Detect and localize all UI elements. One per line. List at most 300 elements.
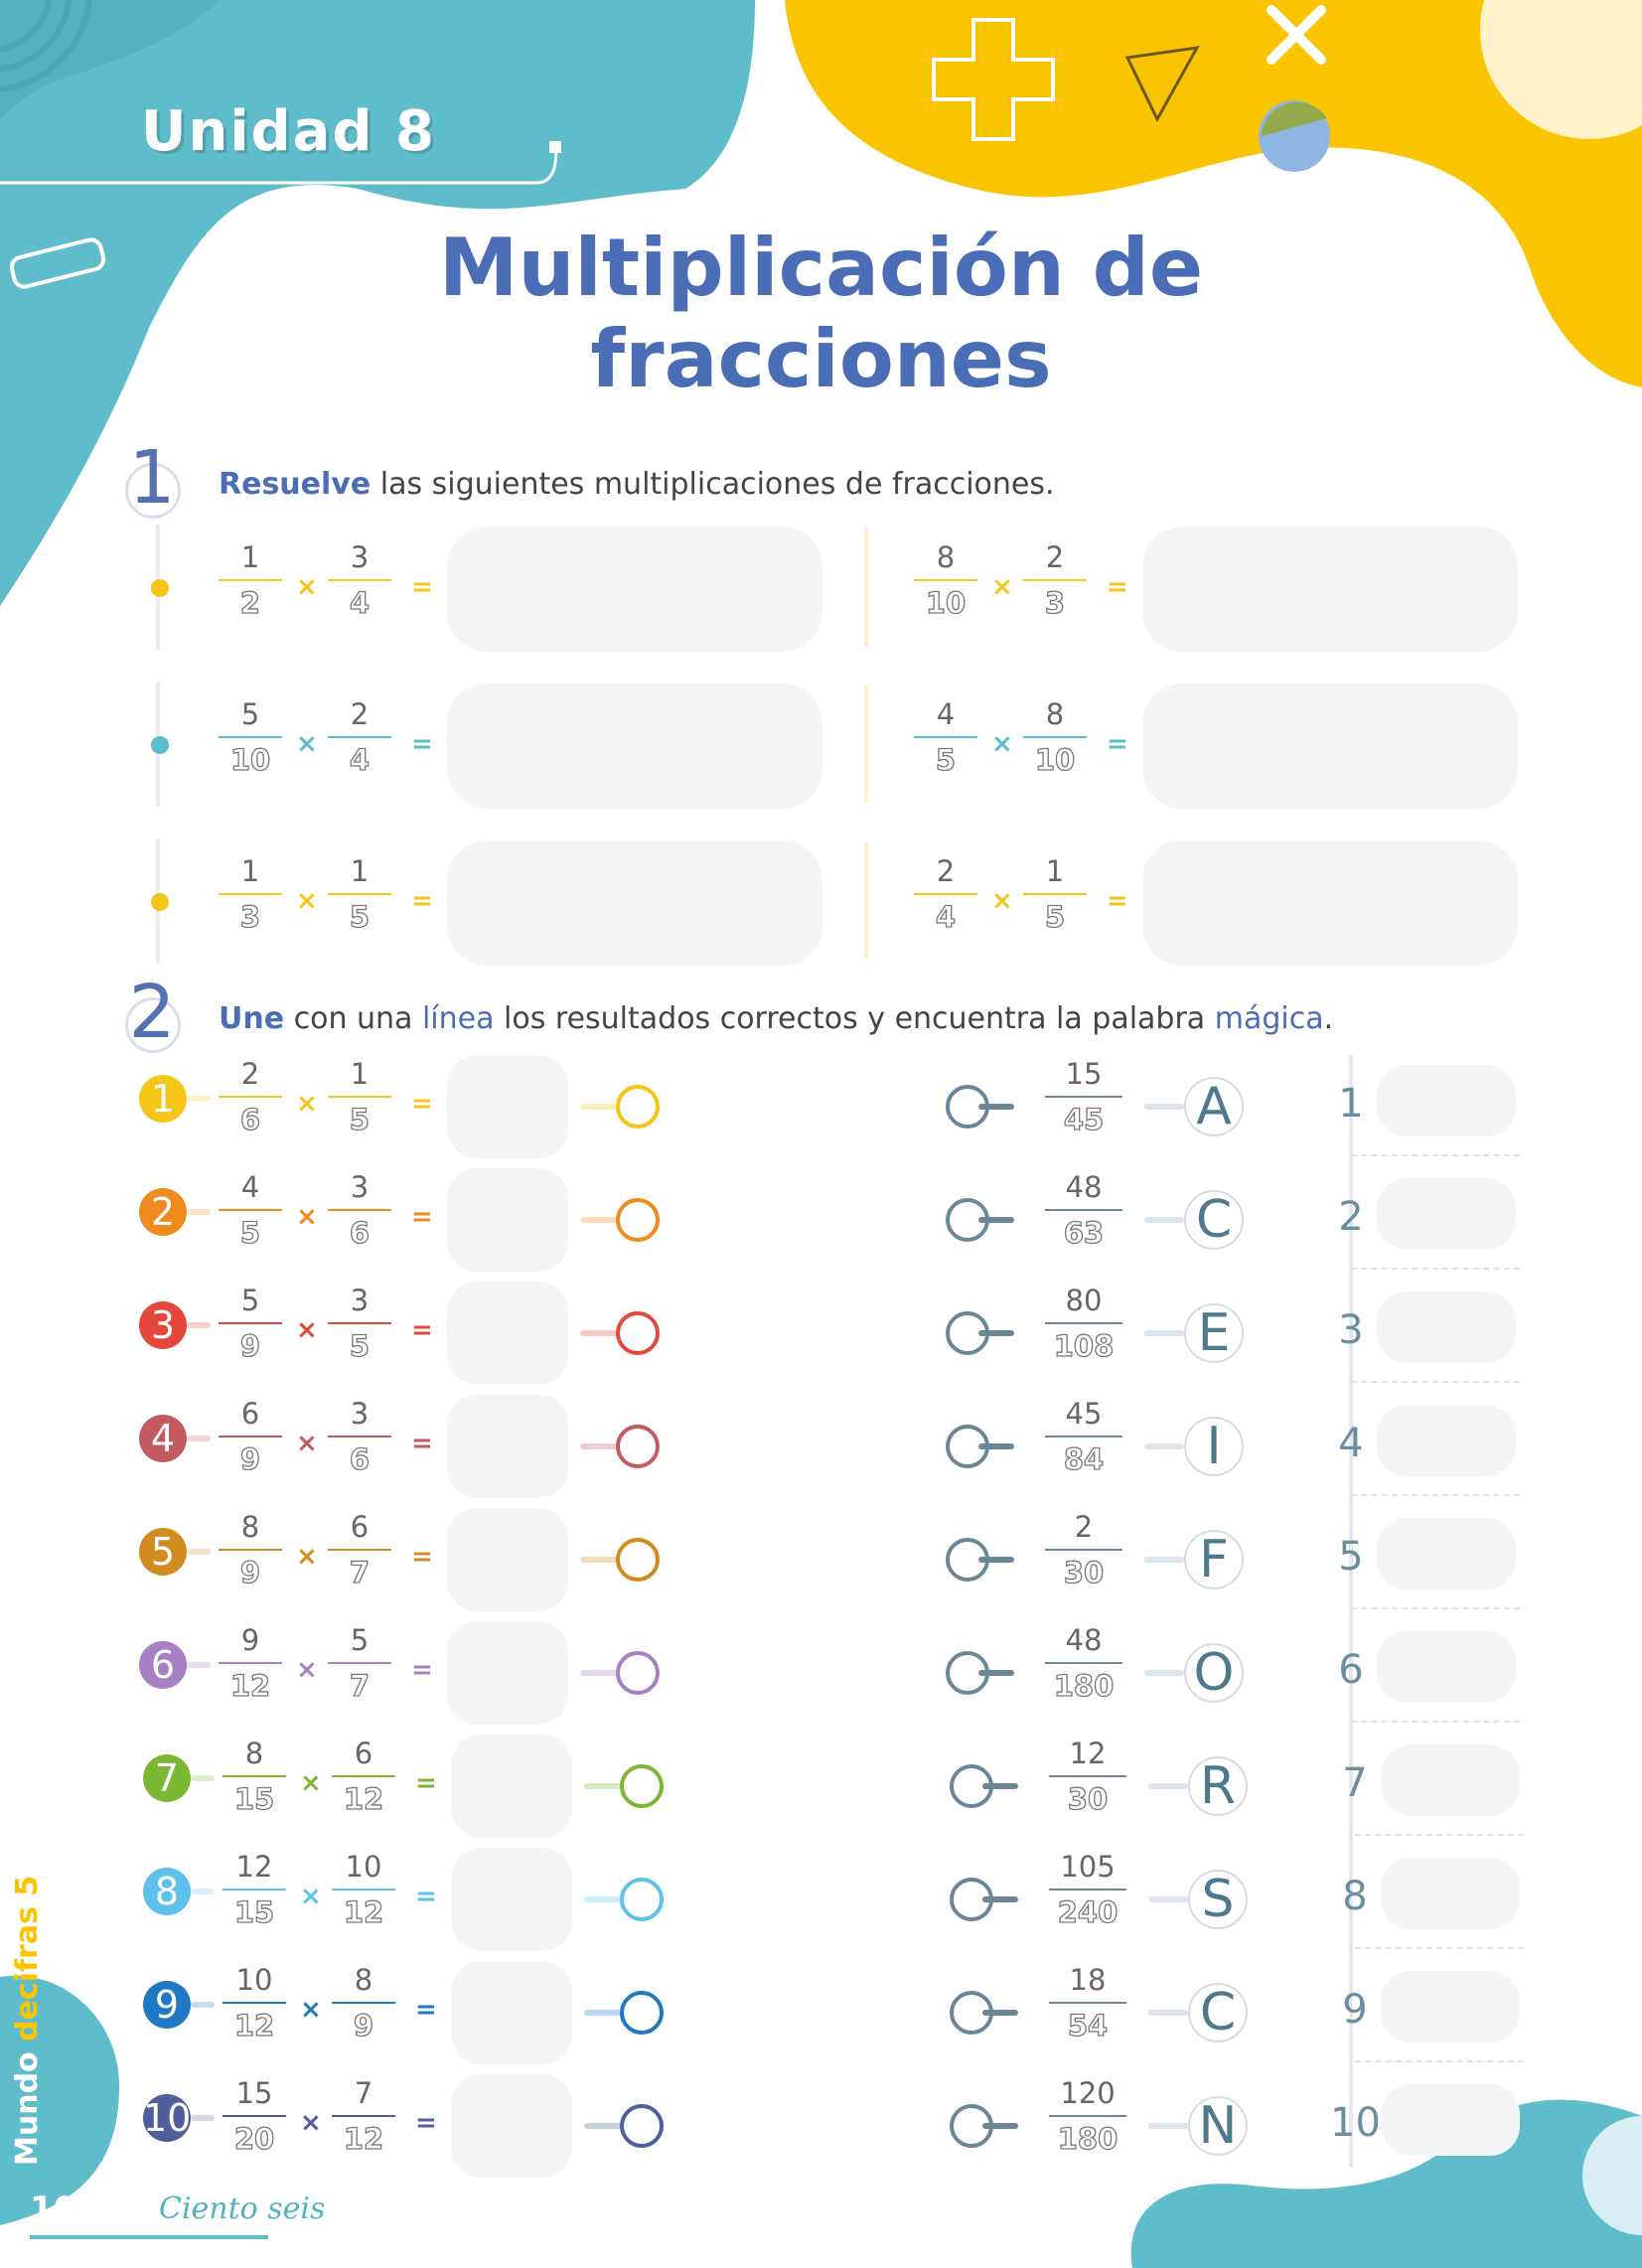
item-number-badge: 1	[139, 1075, 187, 1123]
equals-sign: =	[411, 1202, 433, 1232]
fraction	[219, 1170, 282, 1250]
fraction	[332, 1963, 395, 2042]
connector-stub	[580, 1104, 618, 1110]
badge-stub	[187, 1436, 211, 1441]
fraction-bar	[1045, 1096, 1122, 1098]
fraction-bar	[1049, 1889, 1126, 1890]
fraction-bar	[219, 1662, 282, 1664]
fraction	[1045, 1284, 1122, 1363]
denominator: 30	[1063, 1556, 1105, 1589]
fraction	[1049, 2076, 1126, 2156]
connector-stub	[982, 2010, 1018, 2016]
fraction	[328, 1510, 391, 1589]
denominator: 9	[239, 1329, 261, 1363]
fraction	[219, 854, 282, 934]
fraction-bar	[328, 1436, 391, 1437]
letter-answer-box[interactable]	[1377, 1405, 1516, 1476]
connector-stub	[580, 1443, 618, 1449]
denominator: 180	[1057, 2122, 1119, 2156]
fraction	[328, 697, 391, 777]
item-number-badge: 7	[143, 1754, 191, 1802]
badge-stub	[187, 1209, 211, 1215]
denominator: 6	[349, 1216, 371, 1250]
letter-circle: A	[1184, 1077, 1244, 1136]
equals-sign: =	[411, 1655, 433, 1685]
connector-point[interactable]	[620, 2104, 664, 2148]
equals-sign: =	[411, 1089, 433, 1119]
fraction	[1023, 540, 1087, 620]
fraction	[328, 1623, 391, 1703]
letter-stub	[1148, 2123, 1188, 2129]
numerator: 2	[350, 697, 370, 731]
connector-stub	[982, 1896, 1018, 1902]
letter-answer-box[interactable]	[1377, 1631, 1516, 1703]
numerator: 3	[350, 540, 370, 574]
item-number-badge: 3	[139, 1301, 187, 1349]
result-box[interactable]	[451, 1848, 572, 1951]
row-separator	[1351, 1607, 1520, 1609]
denominator: 63	[1063, 1216, 1105, 1250]
connector-stub	[978, 1330, 1014, 1336]
result-box[interactable]	[447, 1168, 568, 1272]
fraction-bar	[328, 736, 391, 738]
answer-slot-number: 7	[1342, 1760, 1368, 1806]
row-separator	[1351, 1381, 1520, 1383]
letter-stub	[1144, 1217, 1184, 1223]
column-divider	[864, 842, 868, 960]
numerator: 3	[350, 1397, 370, 1431]
denominator: 12	[343, 1895, 384, 1929]
denominator: 2	[239, 586, 261, 620]
result-box[interactable]	[451, 1735, 572, 1838]
badge-stub	[187, 1322, 211, 1328]
answer-slot-number: 6	[1338, 1647, 1364, 1693]
equals-sign: =	[415, 1882, 437, 1911]
denominator: 12	[343, 2122, 384, 2156]
instruction-keyword: Une	[219, 1001, 285, 1036]
answer-slot-number: 10	[1330, 2100, 1381, 2146]
fraction-bar	[328, 1322, 391, 1324]
exercise-bullet	[151, 736, 169, 754]
fraction-bar	[219, 579, 282, 581]
item-number-badge: 5	[139, 1528, 187, 1576]
times-sign: ×	[991, 886, 1013, 916]
fraction	[914, 540, 977, 620]
fraction	[328, 854, 391, 934]
fraction-bar	[219, 1096, 282, 1098]
column-divider	[864, 529, 868, 646]
fraction-bar	[219, 1322, 282, 1324]
result-box[interactable]	[447, 1508, 568, 1611]
letter-stub	[1148, 1783, 1188, 1789]
letter-circle: I	[1184, 1417, 1244, 1476]
connector-point[interactable]	[620, 1991, 664, 2035]
letter-answer-box[interactable]	[1381, 1971, 1520, 2042]
unit-label: Unidad 8	[141, 99, 436, 164]
fraction-bar	[328, 1549, 391, 1551]
answer-slot-number: 8	[1342, 1874, 1368, 1919]
fraction-bar	[219, 1436, 282, 1437]
row-separator	[1351, 1721, 1520, 1723]
letter-stub	[1148, 2010, 1188, 2016]
times-sign: ×	[296, 572, 318, 602]
times-sign: ×	[300, 1995, 322, 2025]
numerator: 2	[936, 854, 956, 888]
letter-circle: S	[1188, 1870, 1248, 1929]
numerator: 48	[1065, 1170, 1103, 1204]
section1-instruction	[219, 467, 1055, 502]
exercise-bullet	[151, 579, 169, 597]
fraction-bar	[914, 579, 977, 581]
denominator: 3	[239, 900, 261, 934]
numerator: 8	[936, 540, 956, 574]
fraction	[219, 1397, 282, 1476]
numerator: 8	[244, 1737, 264, 1770]
fraction	[914, 697, 977, 777]
fraction-bar	[219, 1209, 282, 1211]
denominator: 9	[353, 2009, 374, 2042]
denominator: 9	[239, 1556, 261, 1589]
item-number-badge: 6	[139, 1641, 187, 1689]
section1-number: 1	[128, 435, 176, 521]
times-sign: ×	[296, 1202, 318, 1232]
fraction-bar	[914, 893, 977, 895]
letter-stub	[1144, 1330, 1184, 1336]
fraction	[219, 697, 282, 777]
denominator: 15	[233, 1895, 275, 1929]
letter-answer-box[interactable]	[1381, 1858, 1520, 1929]
denominator: 6	[239, 1103, 261, 1136]
letter-answer-box[interactable]	[1381, 1744, 1520, 1816]
result-box[interactable]	[451, 2074, 572, 2178]
numerator: 4	[240, 1170, 260, 1204]
fraction-bar	[328, 1209, 391, 1211]
numerator: 5	[240, 1284, 260, 1317]
letter-circle: N	[1188, 2096, 1248, 2156]
connector-point[interactable]	[620, 1878, 664, 1921]
denominator: 9	[239, 1442, 261, 1476]
letter-circle: F	[1184, 1530, 1244, 1589]
fraction	[1045, 1170, 1122, 1250]
fraction	[219, 540, 282, 620]
numerator: 2	[240, 1057, 260, 1091]
times-sign: ×	[296, 1542, 318, 1572]
numerator: 10	[345, 1850, 382, 1884]
letter-stub	[1144, 1670, 1184, 1676]
fraction	[328, 540, 391, 620]
badge-stub	[187, 1662, 211, 1668]
denominator: 15	[233, 1782, 275, 1816]
column-divider	[864, 685, 868, 803]
letter-circle: R	[1188, 1756, 1248, 1816]
connector-point[interactable]	[616, 1085, 660, 1129]
answer-box[interactable]	[1142, 840, 1518, 966]
answer-slot-number: 1	[1338, 1081, 1364, 1127]
answer-slot-number: 4	[1338, 1421, 1364, 1466]
equals-sign: =	[415, 2108, 437, 2138]
denominator: 10	[925, 586, 967, 620]
answer-slot-number: 5	[1338, 1534, 1364, 1580]
times-sign: ×	[300, 1768, 322, 1798]
item-number-badge: 10	[143, 2096, 192, 2140]
numerator: 1	[350, 1057, 370, 1091]
fraction-bar	[223, 1775, 286, 1777]
instruction-highlight: mágica	[1214, 1001, 1324, 1036]
fraction-bar	[223, 2002, 286, 2004]
times-sign: ×	[300, 2108, 322, 2138]
connector-point[interactable]	[620, 1764, 664, 1808]
letter-circle: O	[1184, 1643, 1244, 1703]
letter-circle: C	[1188, 1983, 1248, 2042]
numerator: 1	[240, 854, 260, 888]
equals-sign: =	[1107, 729, 1128, 759]
fraction-bar	[223, 1889, 286, 1890]
fraction	[223, 1737, 286, 1816]
equals-sign: =	[411, 1542, 433, 1572]
fraction-bar	[328, 1096, 391, 1098]
letter-circle: E	[1184, 1303, 1244, 1363]
item-number-badge: 2	[139, 1188, 187, 1236]
times-sign: ×	[296, 729, 318, 759]
connector-stub	[978, 1557, 1014, 1563]
connector-point[interactable]	[616, 1425, 660, 1468]
denominator: 5	[935, 743, 957, 777]
answer-box[interactable]	[447, 527, 822, 652]
equals-sign: =	[1107, 886, 1128, 916]
fraction-bar	[1049, 1775, 1126, 1777]
letter-stub	[1144, 1104, 1184, 1110]
denominator: 20	[233, 2122, 275, 2156]
fraction-bar	[1023, 579, 1087, 581]
numerator: 8	[354, 1963, 373, 1997]
fraction	[1049, 1963, 1126, 2042]
row-separator	[1355, 1834, 1524, 1836]
badge-stub	[187, 1549, 211, 1555]
times-sign: ×	[991, 729, 1013, 759]
numerator: 80	[1065, 1284, 1103, 1317]
denominator: 7	[349, 1669, 371, 1703]
row-separator	[1351, 1154, 1520, 1156]
times-sign: ×	[991, 572, 1013, 602]
brand-logo: Mundo decifras 5	[10, 1875, 45, 2166]
numerator: 2	[1045, 540, 1065, 574]
numerator: 15	[1065, 1057, 1103, 1091]
equals-sign: =	[411, 1315, 433, 1345]
numerator: 6	[354, 1737, 373, 1770]
answer-box[interactable]	[447, 840, 822, 966]
denominator: 30	[1067, 1782, 1109, 1816]
denominator: 240	[1057, 1895, 1119, 1929]
fraction-bar	[1045, 1436, 1122, 1437]
instruction-text: las siguientes multiplicaciones de fracciones.	[371, 467, 1055, 502]
numerator: 1	[240, 540, 260, 574]
denominator: 6	[349, 1442, 371, 1476]
instruction-highlight: línea	[421, 1001, 495, 1036]
result-box[interactable]	[447, 1621, 568, 1725]
instruction-text: .	[1323, 1001, 1334, 1036]
answer-slot-number: 3	[1338, 1307, 1364, 1353]
numerator: 3	[350, 1284, 370, 1317]
equals-sign: =	[411, 1429, 433, 1458]
fraction-bar	[219, 1549, 282, 1551]
fraction	[332, 2076, 395, 2156]
numerator: 120	[1060, 2076, 1116, 2110]
fraction-bar	[332, 1889, 395, 1890]
fraction-bar	[332, 1775, 395, 1777]
fraction	[1049, 1737, 1126, 1816]
equals-sign: =	[415, 1768, 437, 1798]
answer-slot-number: 2	[1338, 1194, 1364, 1240]
item-number-badge: 4	[139, 1415, 187, 1462]
numerator: 6	[350, 1510, 370, 1544]
fraction-bar	[1045, 1322, 1122, 1324]
answer-box[interactable]	[1142, 527, 1518, 652]
letter-answer-box[interactable]	[1377, 1518, 1516, 1589]
item-number-badge: 9	[143, 1981, 191, 2029]
fraction-bar	[332, 2002, 395, 2004]
answer-box[interactable]	[447, 683, 822, 809]
fraction	[332, 1850, 395, 1929]
letter-answer-box[interactable]	[1377, 1291, 1516, 1363]
fraction	[219, 1510, 282, 1589]
letter-answer-box[interactable]	[1381, 2084, 1520, 2156]
badge-stub	[191, 2002, 215, 2008]
fraction	[332, 1737, 395, 1816]
fraction-bar	[1045, 1662, 1122, 1664]
denominator: 5	[349, 1329, 371, 1363]
row-separator	[1355, 2060, 1524, 2062]
row-separator	[1355, 1947, 1524, 1949]
result-box[interactable]	[447, 1282, 568, 1385]
numerator: 15	[235, 2076, 273, 2110]
numerator: 8	[1045, 697, 1065, 731]
fraction	[328, 1397, 391, 1476]
numerator: 1	[1045, 854, 1065, 888]
letter-stub	[1144, 1557, 1184, 1563]
denominator: 7	[349, 1556, 371, 1589]
numerator: 45	[1065, 1397, 1103, 1431]
fraction-bar	[328, 579, 391, 581]
equals-sign: =	[411, 886, 433, 916]
numerator: 2	[1074, 1510, 1094, 1544]
letter-stub	[1148, 1896, 1188, 1902]
equals-sign: =	[415, 1995, 437, 2025]
fraction-bar	[223, 2115, 286, 2117]
row-separator	[1351, 1268, 1520, 1270]
numerator: 10	[235, 1963, 273, 1997]
denominator: 54	[1067, 2009, 1109, 2042]
fraction-bar	[1023, 736, 1087, 738]
connector-stub	[982, 1783, 1018, 1789]
connector-stub	[982, 2123, 1018, 2129]
page-title-line2: fracciones	[590, 313, 1052, 405]
numerator: 105	[1060, 1850, 1116, 1884]
fraction	[914, 854, 977, 934]
result-box[interactable]	[451, 1961, 572, 2064]
denominator: 12	[343, 1782, 384, 1816]
row-separator	[1351, 1494, 1520, 1496]
numerator: 6	[240, 1397, 260, 1431]
connector-stub	[978, 1104, 1014, 1110]
numerator: 48	[1065, 1623, 1103, 1657]
connector-point[interactable]	[616, 1538, 660, 1582]
fraction	[223, 1963, 286, 2042]
answer-box[interactable]	[1142, 683, 1518, 809]
fraction	[1023, 697, 1087, 777]
numerator: 3	[350, 1170, 370, 1204]
denominator: 10	[1034, 743, 1076, 777]
denominator: 3	[1044, 586, 1066, 620]
denominator: 108	[1053, 1329, 1115, 1363]
badge-stub	[187, 1096, 211, 1102]
connector-stub	[580, 1217, 618, 1223]
connector-point[interactable]	[616, 1651, 660, 1695]
page-number-text: Ciento seis	[159, 2192, 326, 2226]
fraction	[1023, 854, 1087, 934]
instruction-text: con una	[284, 1001, 422, 1036]
denominator: 5	[1044, 900, 1066, 934]
section2-number: 2	[128, 970, 176, 1055]
fraction	[1049, 1850, 1126, 1929]
fraction	[223, 1850, 286, 1929]
numerator: 1	[350, 854, 370, 888]
fraction	[328, 1170, 391, 1250]
section2-instruction	[219, 1001, 1333, 1036]
letter-answer-box[interactable]	[1377, 1178, 1516, 1250]
letter-answer-box[interactable]	[1377, 1065, 1516, 1136]
fraction	[219, 1623, 282, 1703]
times-sign: ×	[300, 1882, 322, 1911]
badge-stub	[191, 2115, 215, 2121]
numerator: 9	[240, 1623, 260, 1657]
connector-point[interactable]	[616, 1198, 660, 1242]
connector-stub	[978, 1670, 1014, 1676]
denominator: 5	[349, 900, 371, 934]
fraction	[223, 2076, 286, 2156]
denominator: 10	[229, 743, 271, 777]
fraction	[219, 1057, 282, 1136]
times-sign: ×	[296, 1655, 318, 1685]
denominator: 4	[349, 743, 371, 777]
answer-slot-number: 9	[1342, 1987, 1368, 2033]
denominator: 12	[233, 2009, 275, 2042]
connector-point[interactable]	[616, 1311, 660, 1355]
result-box[interactable]	[447, 1395, 568, 1498]
numerator: 18	[1069, 1963, 1107, 1997]
times-sign: ×	[296, 1315, 318, 1345]
denominator: 4	[935, 900, 957, 934]
badge-stub	[191, 1889, 215, 1894]
fraction	[328, 1057, 391, 1136]
fraction-bar	[914, 736, 977, 738]
numerator: 5	[240, 697, 260, 731]
times-sign: ×	[296, 886, 318, 916]
fraction-bar	[1045, 1209, 1122, 1211]
connector-stub	[584, 2010, 622, 2016]
page-number: 106	[30, 2190, 100, 2229]
numerator: 7	[354, 2076, 373, 2110]
fraction	[1045, 1057, 1122, 1136]
numerator: 12	[235, 1850, 273, 1884]
fraction	[1045, 1623, 1122, 1703]
fraction-bar	[1049, 2002, 1126, 2004]
connector-stub	[580, 1330, 618, 1336]
result-box[interactable]	[447, 1055, 568, 1158]
instruction-keyword: Resuelve	[219, 467, 372, 502]
page-title-line1: Multiplicación de	[438, 222, 1204, 314]
badge-stub	[191, 1775, 215, 1781]
times-sign: ×	[296, 1429, 318, 1458]
